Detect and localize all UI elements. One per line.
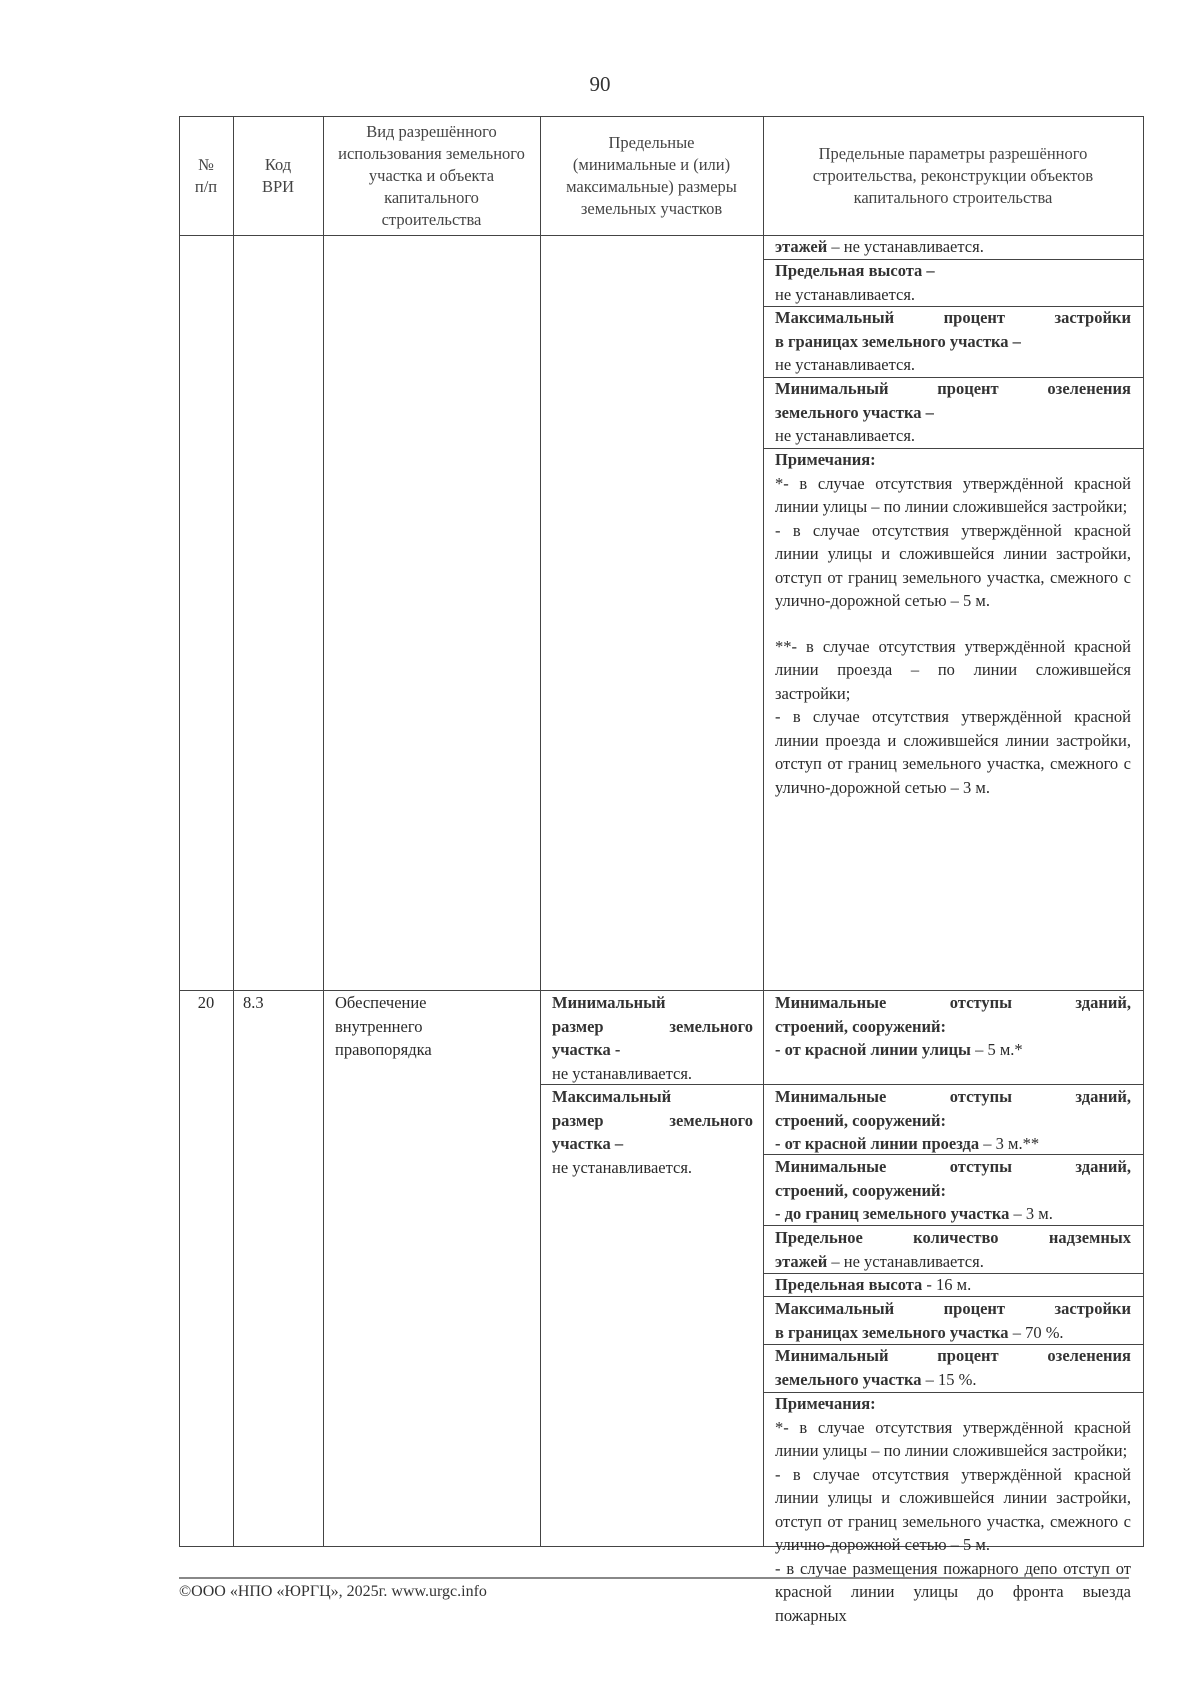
row20-max-size-bold-2: размер земельного (552, 1110, 753, 1130)
row20-p3-bold-2: строений, сооружений: (775, 1180, 947, 1200)
row20-p3-bold-1: Минимальные отступы зданий, (775, 1157, 1131, 1176)
row20-p6-bold-2: в границах земельного участка (775, 1322, 1009, 1342)
header-code (233, 116, 323, 235)
cont-build-bold-2: в границах земельного участка – (775, 331, 1021, 351)
row20-p2-text: – 3 м.** (979, 1134, 1040, 1153)
cont-green-bold-2: земельного участка – (775, 402, 934, 422)
row20-min-size-bold-2: размер земельного (552, 1016, 753, 1036)
row20-min-size-bold-3: участка - (552, 1040, 621, 1059)
row20-p3-bold-3: - до границ земельного участка (775, 1204, 1010, 1223)
row20-p5-text: - 16 м. (922, 1275, 972, 1294)
row20-note-2: - в случае отсутствия утверждённой красной линии улицы и сложившейся линии застройки, отступ от границ земельного участка, смежного с улично-дорожной сетью – 5 м. (775, 1464, 1131, 1554)
cont-build-bold-1: Максимальный процент застройки (775, 308, 1131, 327)
row20-max-size-bold-1: Максимальный (552, 1087, 672, 1106)
cont-floors-cell (763, 235, 1143, 259)
row20-p7-bold-1: Минимальный процент озеленения (775, 1346, 1131, 1365)
row20-p1-text: – 5 м.* (970, 1040, 1023, 1059)
header-params: Предельные параметры разрешённого строительства, реконструкции объектов капитального строительства (812, 143, 1094, 207)
cont-floors-bold: этажей (775, 237, 828, 256)
cont-floors-text: – не устанавливается. (827, 237, 984, 256)
row20-p6-text: – 70 %. (1008, 1322, 1064, 1342)
row20-p7-bold-2: земельного участка (775, 1369, 922, 1389)
cont-green-bold-1: Минимальный процент озеленения (775, 379, 1131, 398)
cont-green-text: не устанавливается. (775, 426, 916, 445)
cont-notes-title: Примечания: (775, 450, 876, 469)
page-number: 90 (589, 72, 611, 96)
cont-height-cell (763, 259, 1143, 306)
row20-p7-text: – 15 %. (921, 1369, 977, 1389)
header-kind: Вид разрешённого использования земельного участка и объекта капитального строительства (338, 121, 525, 229)
cont-notes-cell (763, 448, 1143, 799)
row20-min-size-bold-1: Минимальный (552, 993, 666, 1012)
row20-green-percent-cell (763, 1344, 1143, 1391)
row20-p3-text: – 3 м. (1009, 1204, 1053, 1223)
footer-copyright: ©ООО «НПО «ЮРГЦ», 2025г. www.urgc.info (179, 1583, 487, 1600)
row20-note-1: *- в случае отсутствия утверждённой красной линии улицы – по линии сложившейся застройки; (775, 1417, 1131, 1460)
row20-min-size-cell (540, 991, 763, 1085)
cont-build-cell (763, 306, 1143, 377)
cont-note-3: **- в случае отсутствия утверждённой красной линии проезда – по линии сложившейся застройки; (775, 636, 1131, 703)
row20-build-percent-cell (763, 1297, 1143, 1344)
row20-code: 8.3 (243, 993, 264, 1012)
cont-note-2: - в случае отсутствия утверждённой красной линии улицы и сложившейся линии застройки, отступ от границ земельного участка, смежного с улично-дорожной сетью – 5 м. (775, 520, 1131, 610)
row20-p5-bold: Предельная высота (775, 1275, 923, 1294)
row20-max-size-bold-3: участка – (552, 1134, 624, 1153)
cont-height-bold: Предельная высота – (775, 261, 935, 280)
row20-p4-bold-1: Предельное количество надземных (775, 1228, 1131, 1247)
row20-setback-street-cell (763, 991, 1143, 1062)
row20-notes-title: Примечания: (775, 1394, 876, 1413)
row20-setback-driveway-cell (763, 1085, 1143, 1156)
row20-min-size-text: не устанавливается. (552, 1063, 693, 1083)
row20-notes-cell (763, 1392, 1143, 1627)
row20-p6-bold-1: Максимальный процент застройки (775, 1299, 1131, 1318)
row20-note-3: - в случае размещения пожарного депо отступ от красной линии улицы до фронта выезда пожарных (775, 1558, 1131, 1625)
row20-p1-bold-2: строений, сооружений: (775, 1016, 947, 1036)
header-number (179, 116, 233, 235)
cont-note-1: *- в случае отсутствия утверждённой красной линии улицы – по линии сложившейся застройки; (775, 473, 1131, 516)
row20-floors-cell (763, 1226, 1143, 1273)
row20-p4-bold-2: этажей (775, 1251, 828, 1271)
row20-max-size-text: не устанавливается. (552, 1157, 693, 1177)
header-code-l2: ВРИ (261, 176, 295, 196)
header-number-l1: № (198, 154, 214, 174)
cont-build-text: не устанавливается. (775, 355, 916, 374)
header-sizes: Предельные (минимальные и (или) максимальные) размеры земельных участков (566, 132, 737, 218)
row20-p4-text: – не устанавливается. (827, 1251, 984, 1271)
row20-height-cell (763, 1273, 1143, 1297)
header-number-l2: п/п (194, 176, 218, 196)
row20-p2-bold-3: - от красной линии проезда (775, 1134, 980, 1153)
row20-number: 20 (197, 993, 215, 1012)
cont-height-text: не устанавливается. (775, 284, 916, 304)
row20-p2-bold-2: строений, сооружений: (775, 1110, 947, 1130)
row20-p1-bold-3: - от красной линии улицы (775, 1040, 971, 1059)
header-code-l1: Код (264, 154, 292, 174)
row20-p2-bold-1: Минимальные отступы зданий, (775, 1087, 1131, 1106)
row20-setback-boundary-cell (763, 1155, 1143, 1226)
cont-green-cell (763, 377, 1143, 448)
cont-note-4: - в случае отсутствия утверждённой красной линии проезда и сложившейся линии застройки, отступ от границ земельного участка, смежного с улично-дорожной сетью – 3 м. (775, 707, 1131, 797)
row20-kind: Обеспечение внутреннего правопорядка (335, 993, 432, 1059)
footer-divider (179, 1577, 1129, 1579)
row20-max-size-cell (540, 1085, 763, 1179)
row20-p1-bold-1: Минимальные отступы зданий, (775, 993, 1131, 1012)
